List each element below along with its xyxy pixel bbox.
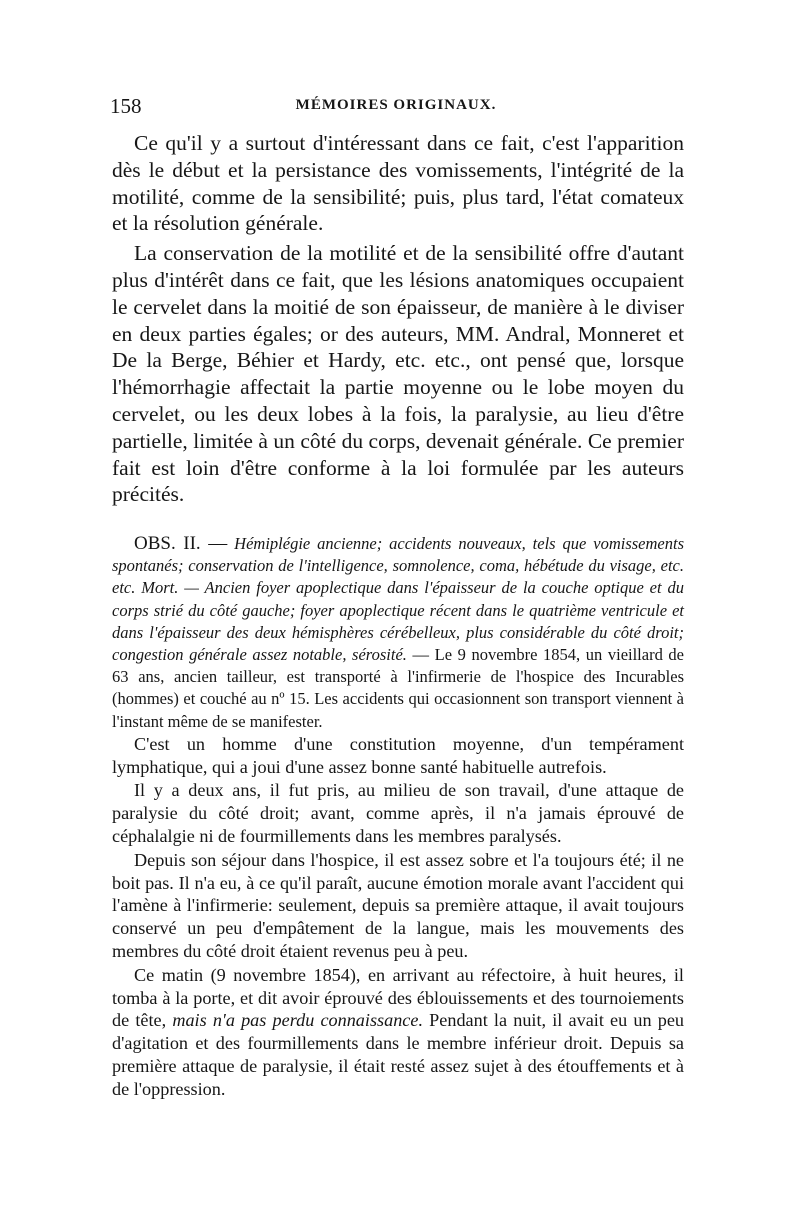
observation-intro: — Le 9 novembre 1854, un vieillard de 63 ans, ancien tailleur, est transporté à l'infirmerie de l'hospice des Incurables (hommes) et couché au nº 15. Les accidents qui occasionnent son transport viennent à l'instant même de se manifester. bbox=[112, 645, 685, 731]
observation-text: Pendant la nuit, il avait eu un peu d'agitation et des fourmillements dans le membre inférieur droit. Depuis sa première attaque de paralysie, il était resté assez sujet à des étouffements et à de l'oppression. bbox=[112, 1010, 684, 1099]
observation-heading bbox=[112, 533, 684, 733]
observation-label: OBS. II. — bbox=[134, 533, 228, 554]
paragraph: Ce qu'il y a surtout d'intéressant dans ce fait, c'est l'apparition dès le début et la persistance des vomissements, l'intégrité de la motilité, comme de la sensibilité; puis, plus tard, l'état comateux et la résolution générale. bbox=[112, 131, 684, 236]
observation-paragraph: C'est un homme d'une constitution moyenne, d'un tempérament lymphatique, qui a joui d'une assez bonne santé habituelle autrefois. bbox=[112, 733, 684, 777]
main-text bbox=[112, 130, 684, 508]
page-header bbox=[110, 94, 682, 126]
observation-paragraph: Depuis son séjour dans l'hospice, il est assez sobre et l'a toujours été; il ne boit pas. Il n'a eu, à ce qu'il paraît, aucune émotion morale avant l'accident qui l'amène à l'infirmerie: seulement, depuis sa première attaque, il avait toujours conservé un peu d'empâtement de la langue, mais les mouvements des membres du côté droit étaient revenus peu à peu. bbox=[112, 849, 684, 961]
observation-text: Ce matin (9 novembre 1854), en arrivant au réfectoire, à huit heures, il tomba à la porte, et dit avoir éprouvé des éblouissements et des tournoiements de tête, bbox=[112, 964, 684, 1031]
observation-paragraph bbox=[112, 964, 684, 1101]
paragraph: La conservation de la motilité et de la sensibilité offre d'autant plus d'intérêt dans ce fait, que les lésions anatomiques occupaient le cervelet dans la moitié de son épaisseur, de manière à le diviser en deux parties égales; or des auteurs, MM. Andral, Monneret et De la Berge, Béhier et Hardy, etc. etc., ont pensé que, lorsque l'hémorrhagie affectait la partie moyenne ou le lobe moyen du cervelet, ou les deux lobes à la fois, la paralysie, au lieu d'être partielle, limitée à un côté du corps, devenait générale. Ce premier fait est loin d'être conforme à la loi formulée par les auteurs précités. bbox=[112, 241, 684, 507]
running-title: MÉMOIRES ORIGINAUX. bbox=[295, 97, 497, 113]
observation-summary: Hémiplégie ancienne; accidents nouveaux, tels que vomissements spontanés; conservation de l'intelligence, somnolence, coma, hébétude du visage, etc. etc. Mort. — Ancien foyer apoplectique dans l'épaisseur de la couche optique et du corps strié du côté gauche; foyer apoplectique récent dans le quatrième ventricule et dans l'épaisseur des deux hémisphères cérébelleux, plus considérable du côté droit; congestion générale assez notable, sérosité. bbox=[112, 534, 684, 665]
observation-paragraph: Il y a deux ans, il fut pris, au milieu de son travail, d'une attaque de paralysie du côté droit; avant, comme après, il n'a jamais éprouvé de céphalalgie ni de fourmillements dans les membres paralysés. bbox=[112, 780, 684, 847]
page-number: 158 bbox=[110, 94, 142, 118]
observation-emphasis: mais n'a pas perdu connaissance. bbox=[172, 1010, 423, 1031]
observation-block bbox=[112, 533, 684, 1101]
